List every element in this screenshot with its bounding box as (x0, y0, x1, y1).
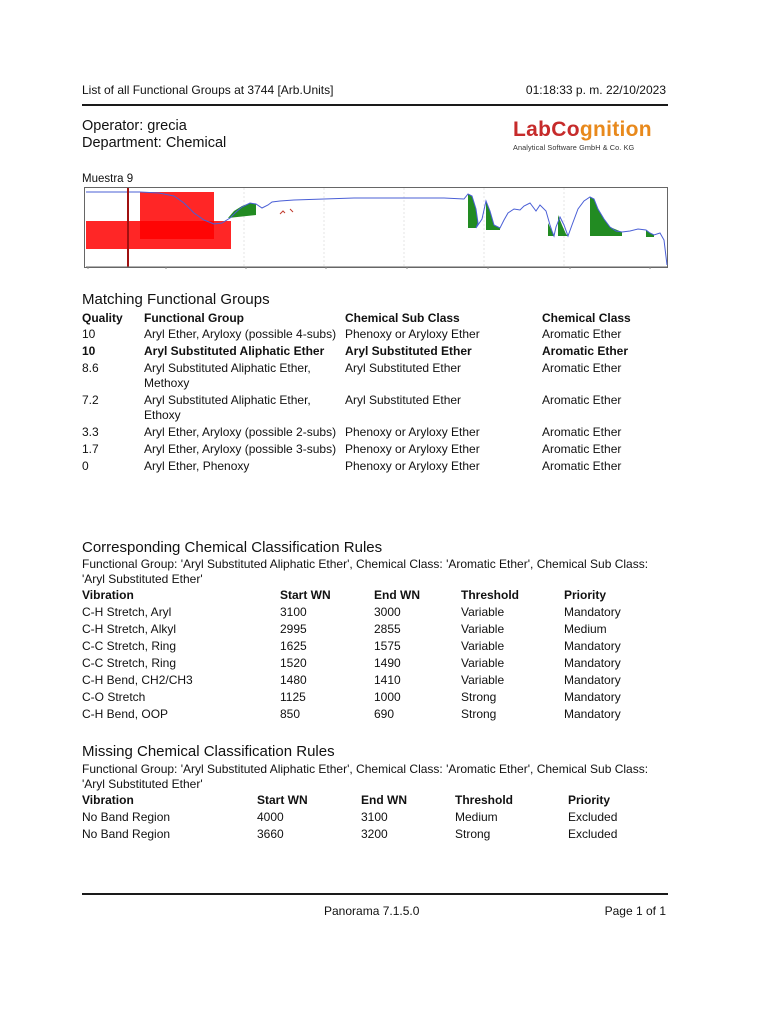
threshold-cell: Variable (461, 605, 505, 619)
sub-class-cell: Phenoxy or Aryloxy Ether (345, 442, 480, 456)
sub-class-cell: Aryl Substituted Ether (345, 344, 472, 358)
department-name: Department: Chemical (82, 135, 227, 151)
priority-cell: Mandatory (564, 605, 621, 619)
labcognition-logo (513, 118, 673, 152)
report-title: List of all Functional Groups at 3744 [Arb.Units] (82, 83, 334, 97)
start-wn-cell: 1625 (280, 639, 307, 653)
quality-cell: 3.3 (82, 425, 99, 439)
vibration-cell: No Band Region (82, 827, 171, 841)
threshold-cell: Variable (461, 639, 505, 653)
threshold-cell: Medium (455, 810, 498, 824)
col-functional-group: Functional Group (144, 311, 244, 325)
functional-group-cell: Aryl Substituted Aliphatic Ether, Methoxy (144, 361, 311, 390)
col-start-wn: Start WN (280, 588, 331, 602)
vibration-cell: C-H Stretch, Aryl (82, 605, 172, 619)
table-row (82, 425, 668, 442)
table-row (82, 621, 668, 638)
functional-group-cell: Aryl Ether, Aryloxy (possible 2-subs) (144, 425, 337, 439)
col-threshold: Threshold (461, 588, 520, 602)
class-cell: Aromatic Ether (542, 361, 622, 375)
spectrum-plot (84, 187, 668, 269)
missing-description: Functional Group: 'Aryl Substituted Aliphatic Ether', Chemical Class: 'Aromatic Ether', Chemical Sub Class: 'Aryl Substituted Ether' (82, 762, 649, 791)
priority-cell: Mandatory (564, 690, 621, 704)
threshold-cell: Strong (461, 690, 497, 704)
threshold-cell: Strong (455, 827, 491, 841)
missing-header-row (82, 792, 668, 809)
matching-table (82, 311, 668, 476)
class-cell: Aromatic Ether (542, 425, 622, 439)
threshold-cell: Strong (461, 707, 497, 721)
threshold-cell: Variable (461, 673, 505, 687)
end-wn-cell: 1490 (374, 656, 401, 670)
end-wn-cell: 690 (374, 707, 395, 721)
functional-group-cell: Aryl Ether, Aryloxy (possible 4-subs) (144, 327, 337, 341)
quality-cell: 8.6 (82, 361, 99, 375)
col-end-wn: End WN (361, 793, 407, 807)
table-row (82, 706, 668, 723)
priority-cell: Excluded (568, 810, 618, 824)
col-priority: Priority (568, 793, 611, 807)
sub-class-cell: Phenoxy or Aryloxy Ether (345, 459, 480, 473)
end-wn-cell: 1575 (374, 639, 401, 653)
priority-cell: Mandatory (564, 656, 621, 670)
priority-cell: Mandatory (564, 707, 621, 721)
vibration-cell: C-C Stretch, Ring (82, 639, 177, 653)
corresponding-header-row (82, 587, 668, 604)
start-wn-cell: 1125 (280, 690, 306, 704)
functional-group-cell: Aryl Substituted Aliphatic Ether (144, 344, 325, 358)
table-row (82, 826, 668, 843)
col-vibration: Vibration (82, 588, 134, 602)
quality-cell: 10 (82, 344, 96, 358)
end-wn-cell: 1000 (374, 690, 401, 704)
end-wn-cell: 3000 (374, 605, 401, 619)
start-wn-cell: 1480 (280, 673, 307, 687)
quality-cell: 7.2 (82, 393, 99, 407)
priority-cell: Mandatory (564, 639, 621, 653)
functional-group-cell: Aryl Ether, Aryloxy (possible 3-subs) (144, 442, 337, 456)
col-quality: Quality (82, 311, 123, 325)
logo-wordmark: LabCognition (513, 118, 652, 141)
threshold-cell: Variable (461, 656, 505, 670)
corresponding-section-title: Corresponding Chemical Classification Rules (82, 539, 383, 556)
quality-cell: 10 (82, 327, 96, 341)
class-cell: Aromatic Ether (542, 459, 622, 473)
col-vibration: Vibration (82, 793, 134, 807)
vibration-cell: C-O Stretch (82, 690, 146, 704)
table-row (82, 361, 668, 393)
sub-class-cell: Phenoxy or Aryloxy Ether (345, 425, 480, 439)
end-wn-cell: 1410 (374, 673, 401, 687)
start-wn-cell: 1520 (280, 656, 307, 670)
report-timestamp: 01:18:33 p. m. 22/10/2023 (525, 83, 666, 97)
start-wn-cell: 3100 (280, 605, 307, 619)
class-cell: Aromatic Ether (542, 393, 622, 407)
col-start-wn: Start WN (257, 793, 308, 807)
table-row (82, 459, 668, 476)
matching-header-row (82, 311, 668, 327)
start-wn-cell: 850 (280, 707, 301, 721)
end-wn-cell: 3200 (361, 827, 388, 841)
logo-subtitle: Analytical Software GmbH & Co. KG (513, 143, 635, 152)
quality-cell: 0 (82, 459, 89, 473)
missing-rules-table (82, 792, 668, 843)
col-priority: Priority (564, 588, 607, 602)
start-wn-cell: 2995 (280, 622, 307, 636)
table-row (82, 672, 668, 689)
functional-group-cell: Aryl Substituted Aliphatic Ether, Ethoxy (144, 393, 311, 422)
col-end-wn: End WN (374, 588, 420, 602)
corresponding-rules-table (82, 587, 668, 723)
class-cell: Aromatic Ether (542, 344, 629, 358)
class-cell: Aromatic Ether (542, 327, 622, 341)
table-row (82, 638, 668, 655)
operator-name: Operator: grecia (82, 118, 187, 134)
missing-section-title: Missing Chemical Classification Rules (82, 743, 335, 760)
end-wn-cell: 3100 (361, 810, 388, 824)
vibration-cell: C-H Stretch, Alkyl (82, 622, 177, 636)
threshold-cell: Variable (461, 622, 505, 636)
start-wn-cell: 3660 (257, 827, 284, 841)
sub-class-cell: Aryl Substituted Ether (345, 393, 462, 407)
vibration-cell: C-H Bend, CH2/CH3 (82, 673, 193, 687)
header-rule (82, 104, 668, 106)
quality-cell: 1.7 (82, 442, 99, 456)
sub-class-cell: Phenoxy or Aryloxy Ether (345, 327, 480, 341)
table-row (82, 327, 668, 344)
operator-block (82, 118, 226, 152)
class-cell: Aromatic Ether (542, 442, 622, 456)
end-wn-cell: 2855 (374, 622, 401, 636)
excluded-region-strong (140, 192, 214, 239)
vibration-cell: C-H Bend, OOP (82, 707, 169, 721)
table-row (82, 393, 668, 425)
corresponding-description: Functional Group: 'Aryl Substituted Aliphatic Ether', Chemical Class: 'Aromatic Ether', Chemical Sub Class: 'Aryl Substituted Ether' (82, 557, 649, 586)
vibration-cell: No Band Region (82, 810, 171, 824)
table-row (82, 344, 668, 361)
vibration-cell: C-C Stretch, Ring (82, 656, 177, 670)
col-chemical-class: Chemical Class (542, 311, 631, 325)
matching-section-title: Matching Functional Groups (82, 291, 270, 308)
page-number: Page 1 of 1 (604, 904, 666, 918)
sample-name: Muestra 9 (82, 173, 134, 185)
footer-rule (82, 893, 668, 895)
priority-cell: Medium (564, 622, 607, 636)
table-row (82, 442, 668, 459)
table-row (82, 689, 668, 706)
priority-cell: Excluded (568, 827, 618, 841)
col-chemical-sub-class: Chemical Sub Class (345, 311, 460, 325)
sub-class-cell: Aryl Substituted Ether (345, 361, 462, 375)
priority-cell: Mandatory (564, 673, 621, 687)
table-row (82, 809, 668, 826)
col-threshold: Threshold (455, 793, 514, 807)
table-row (82, 655, 668, 672)
table-row (82, 604, 668, 621)
functional-group-cell: Aryl Ether, Phenoxy (144, 459, 250, 473)
software-version: Panorama 7.1.5.0 (324, 904, 420, 918)
start-wn-cell: 4000 (257, 810, 284, 824)
